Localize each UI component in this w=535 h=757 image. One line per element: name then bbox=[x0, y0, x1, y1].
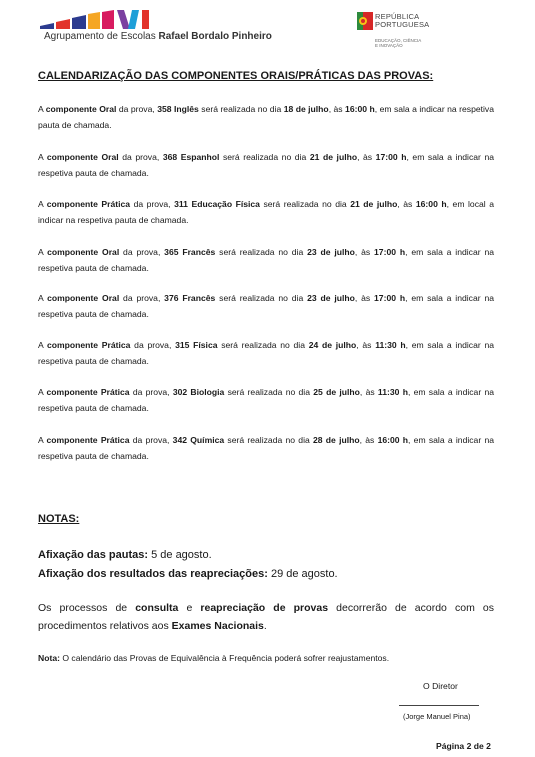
coat-of-arms-icon bbox=[357, 10, 373, 32]
signature-role: O Diretor bbox=[423, 681, 458, 691]
signature-name: (Jorge Manuel Pina) bbox=[403, 712, 471, 721]
final-note: Nota: O calendário das Provas de Equivalência à Frequência poderá sofrer reajustamentos. bbox=[38, 653, 390, 663]
posting-dates bbox=[38, 546, 338, 584]
page-header bbox=[0, 0, 535, 60]
school-logo bbox=[40, 10, 272, 42]
schedule-item: A componente Prática da prova, 315 Física será realizada no dia 24 de julho, às 11:30 h, em sala a indicar na respetiva pauta de chamada. bbox=[38, 340, 495, 366]
school-logo-icon bbox=[40, 10, 152, 30]
schedule-item: A componente Prática da prova, 342 Química será realizada no dia 28 de julho, às 16:00 h, em sala a indicar na respetiva pauta de chamada. bbox=[38, 435, 495, 461]
schedule-item: A componente Oral da prova, 376 Francês será realizada no dia 23 de julho, às 17:00 h, em sala a indicar na respetiva pauta de chamada. bbox=[38, 293, 495, 319]
signature-line bbox=[399, 705, 479, 706]
schedule-item: A componente Oral da prova, 358 Inglês será realizada no dia 18 de julho, às 16:00 h, em sala a indicar na respetiva pauta de chamada. bbox=[38, 104, 495, 130]
school-name: Agrupamento de Escolas Rafael Bordalo Pinheiro bbox=[44, 31, 272, 42]
pautas-date: Afixação das pautas: 5 de agosto. bbox=[38, 549, 212, 561]
ministry-text: EDUCAÇÃO, CIÊNCIA E INOVAÇÃO bbox=[375, 38, 422, 48]
republic-text: REPÚBLICA PORTUGUESA bbox=[375, 12, 430, 29]
republic-logo bbox=[357, 10, 430, 48]
schedule-item: A componente Prática da prova, 311 Educação Física será realizada no dia 21 de julho, às 16:00 h, em local a indicar na respetiva pauta de chamada. bbox=[38, 199, 494, 225]
schedule-item: A componente Oral da prova, 368 Espanhol será realizada no dia 21 de julho, às 17:00 h, em sala a indicar na respetiva pauta de chamada. bbox=[38, 152, 495, 178]
page-title: CALENDARIZAÇÃO DAS COMPONENTES ORAIS/PRÁTICAS DAS PROVAS: bbox=[38, 70, 434, 82]
schedule-item: A componente Oral da prova, 365 Francês será realizada no dia 23 de julho, às 17:00 h, em sala a indicar na respetiva pauta de chamada. bbox=[38, 247, 495, 273]
procedures-paragraph: Os processos de consulta e reapreciação de provas decorrerão de acordo com os procedimentos relativos aos Exames Nacionais. bbox=[38, 602, 494, 632]
results-date: Afixação dos resultados das reapreciações: 29 de agosto. bbox=[38, 568, 338, 580]
schedule-item: A componente Prática da prova, 302 Biologia será realizada no dia 25 de julho, às 11:30 h, em sala a indicar na respetiva pauta de chamada. bbox=[38, 387, 495, 413]
page-number: Página 2 de 2 bbox=[436, 741, 491, 751]
notes-title: NOTAS: bbox=[38, 513, 80, 525]
